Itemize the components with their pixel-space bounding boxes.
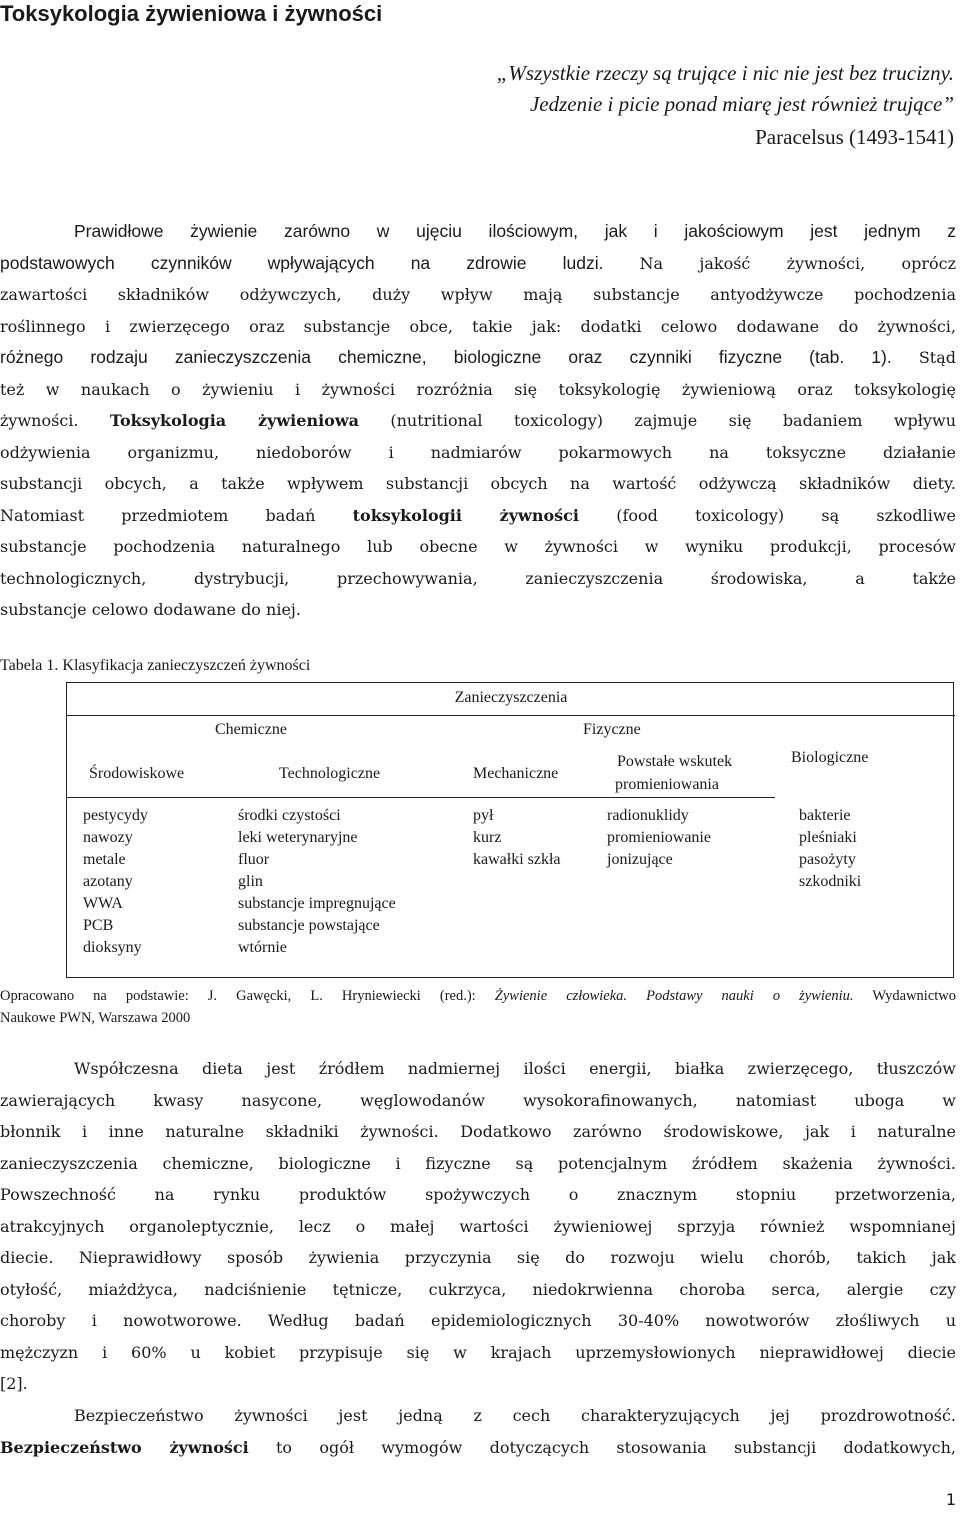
text-line: Powszechność na rynku produktów spożywczych o znacznym stopniu przetworzenia,	[0, 1185, 956, 1204]
list-item: substancje impregnujące	[238, 895, 396, 912]
text-line: odżywienia organizmu, niedoborów i nadmiarów pokarmowych na toksyczne działanie	[0, 442, 956, 462]
text-line: technologicznych, dystrybucji, przechowywania, zanieczyszczenia środowiska, a także	[0, 568, 956, 588]
list-item: wtórnie	[238, 939, 287, 956]
list-item: nawozy	[83, 829, 133, 846]
text-line: zawierających kwasy nasycone, węglowodanów wysokorafinowanych, natomiast uboga w	[0, 1090, 956, 1110]
table-caption: Tabela 1. Klasyfikacja zanieczyszczeń żywności	[0, 657, 311, 674]
list-mechanical	[473, 805, 561, 871]
list-item: leki weterynaryjne	[238, 829, 358, 846]
list-radiation	[607, 805, 711, 871]
list-item: pleśniaki	[799, 829, 857, 846]
text-line: Bezpieczeństwo żywności jest jedną z cech charakteryzujących jej prozdrowotność.	[74, 1406, 956, 1425]
table-col-radiation-line-2: promieniowania	[615, 776, 719, 793]
text-line: Bezpieczeństwo żywności to ogół wymogów dotyczących stosowania substancji dodatkowych,	[0, 1437, 956, 1457]
text-line: diecie. Nieprawidłowy sposób żywienia przyczynia się do rozwoju wielu chorób, takich jak	[0, 1248, 956, 1267]
list-environmental	[83, 805, 148, 959]
list-item: dioksyny	[83, 939, 142, 956]
table-divider	[67, 715, 955, 716]
text-line: podstawowych czynników wpływających na zdrowie ludzi. Na jakość żywności, oprócz	[0, 252, 956, 273]
list-item: kawałki szkła	[473, 851, 561, 868]
list-item: fluor	[238, 851, 270, 868]
list-item: WWA	[83, 895, 123, 912]
text-line: Współczesna dieta jest źródłem nadmiernej ilości energii, białka zwierzęcego, tłuszczów	[74, 1059, 956, 1078]
list-item: azotany	[83, 873, 133, 890]
table-header-chemical: Chemiczne	[215, 721, 287, 738]
table-header-main: Zanieczyszczenia	[454, 689, 568, 706]
table-col-biological: Biologiczne	[791, 749, 869, 766]
paragraph-safety	[0, 1400, 956, 1463]
source-line-2: Naukowe PWN, Warszawa 2000	[0, 1010, 191, 1026]
list-item: pasożyty	[799, 851, 856, 868]
text-line: zanieczyszczenia chemiczne, biologiczne i fizyczne są potencjalnym źródłem skażenia żywności.	[0, 1153, 956, 1173]
text-line: [2].	[0, 1374, 28, 1393]
text-line: Prawidłowe żywienie zarówno w ujęciu ilościowym, jak i jakościowym jest jednym z	[74, 221, 956, 241]
table-col-environmental: Środowiskowe	[89, 765, 185, 782]
document-title: Toksykologia żywieniowa i żywności	[0, 1, 383, 26]
list-technological	[238, 805, 396, 959]
classification-table	[66, 682, 954, 978]
text-line: błonnik i inne naturalne składniki żywności. Dodatkowo zarówno środowiskowe, jak i naturalne	[0, 1122, 956, 1141]
table-col-mechanical: Mechaniczne	[473, 765, 559, 782]
list-item: PCB	[83, 917, 114, 934]
table-col-radiation-line-1: Powstałe wskutek	[617, 753, 733, 770]
epigraph-line-2: Jedzenie i picie ponad miarę jest również trujące”	[529, 92, 954, 116]
text-line: mężczyzn i 60% u kobiet przypisuje się w krajach uprzemysłowionych nieprawidłowej diecie	[0, 1342, 956, 1362]
list-item: radionuklidy	[607, 807, 689, 824]
list-item: bakterie	[799, 807, 851, 824]
text-line: substancje pochodzenia naturalnego lub obecne w żywności w wyniku produkcji, procesów	[0, 537, 956, 556]
paragraph-intro	[0, 216, 956, 626]
text-line: atrakcyjnych organoleptycznie, lecz o małej wartości żywieniowej sprzyja również wspomnianej	[0, 1216, 956, 1236]
list-item: metale	[83, 851, 126, 868]
list-item: glin	[238, 873, 263, 890]
table-header-physical: Fizyczne	[583, 721, 641, 738]
epigraph-author: Paracelsus (1493-1541)	[755, 125, 954, 149]
list-item: jonizujące	[607, 851, 673, 868]
list-item: pestycydy	[83, 807, 148, 824]
paragraph-diet	[0, 1053, 956, 1400]
source-note	[0, 985, 956, 1029]
list-item: promieniowanie	[607, 829, 711, 846]
list-biological	[799, 805, 861, 893]
text-line: roślinnego i zwierzęcego oraz substancje obce, takie jak: dodatki celowo dodawane do żywności,	[0, 316, 956, 336]
page-number: 1	[945, 1490, 956, 1509]
text-line: Natomiast przedmiotem badań toksykologii żywności (food toxicology) są szkodliwe	[0, 505, 956, 525]
text-line: substancje celowo dodawane do niej.	[0, 600, 301, 619]
text-line: też w naukach o żywieniu i żywności rozróżnia się toksykologię żywieniową oraz toksykologię	[0, 379, 956, 399]
source-line-1: Opracowano na podstawie: J. Gawęcki, L. Hryniewiecki (red.): Żywienie człowieka. Podstawy nauki o żywieniu. Wydawnictwo	[0, 988, 957, 1004]
text-line: żywności. Toksykologia żywieniowa (nutritional toxicology) zajmuje się badaniem wpływu	[0, 411, 956, 430]
table-divider	[67, 797, 775, 798]
list-item: kurz	[473, 829, 502, 846]
table-col-technological: Technologiczne	[279, 765, 381, 782]
epigraph-line-1: „Wszystkie rzeczy są trujące i nic nie jest bez trucizny.	[496, 61, 954, 85]
list-item: szkodniki	[799, 873, 862, 890]
text-line: otyłość, miażdżyca, nadciśnienie tętnicze, cukrzyca, niedokrwienna choroba serca, alergie czy	[0, 1279, 956, 1299]
text-line: choroby i nowotworowe. Według badań epidemiologicznych 30-40% nowotworów złośliwych u	[0, 1311, 956, 1330]
text-line: substancji obcych, a także wpływem substancji obcych na wartość odżywczą składników diety.	[0, 474, 956, 493]
list-item: środki czystości	[238, 807, 341, 824]
list-item: substancje powstające	[238, 917, 380, 934]
text-line: różnego rodzaju zanieczyszczenia chemiczne, biologiczne oraz czynniki fizyczne (tab. 1). Stąd	[0, 347, 956, 367]
list-item: pył	[473, 807, 494, 824]
text-line: zawartości składników odżywczych, duży wpływ mają substancje antyodżywcze pochodzenia	[0, 285, 956, 304]
